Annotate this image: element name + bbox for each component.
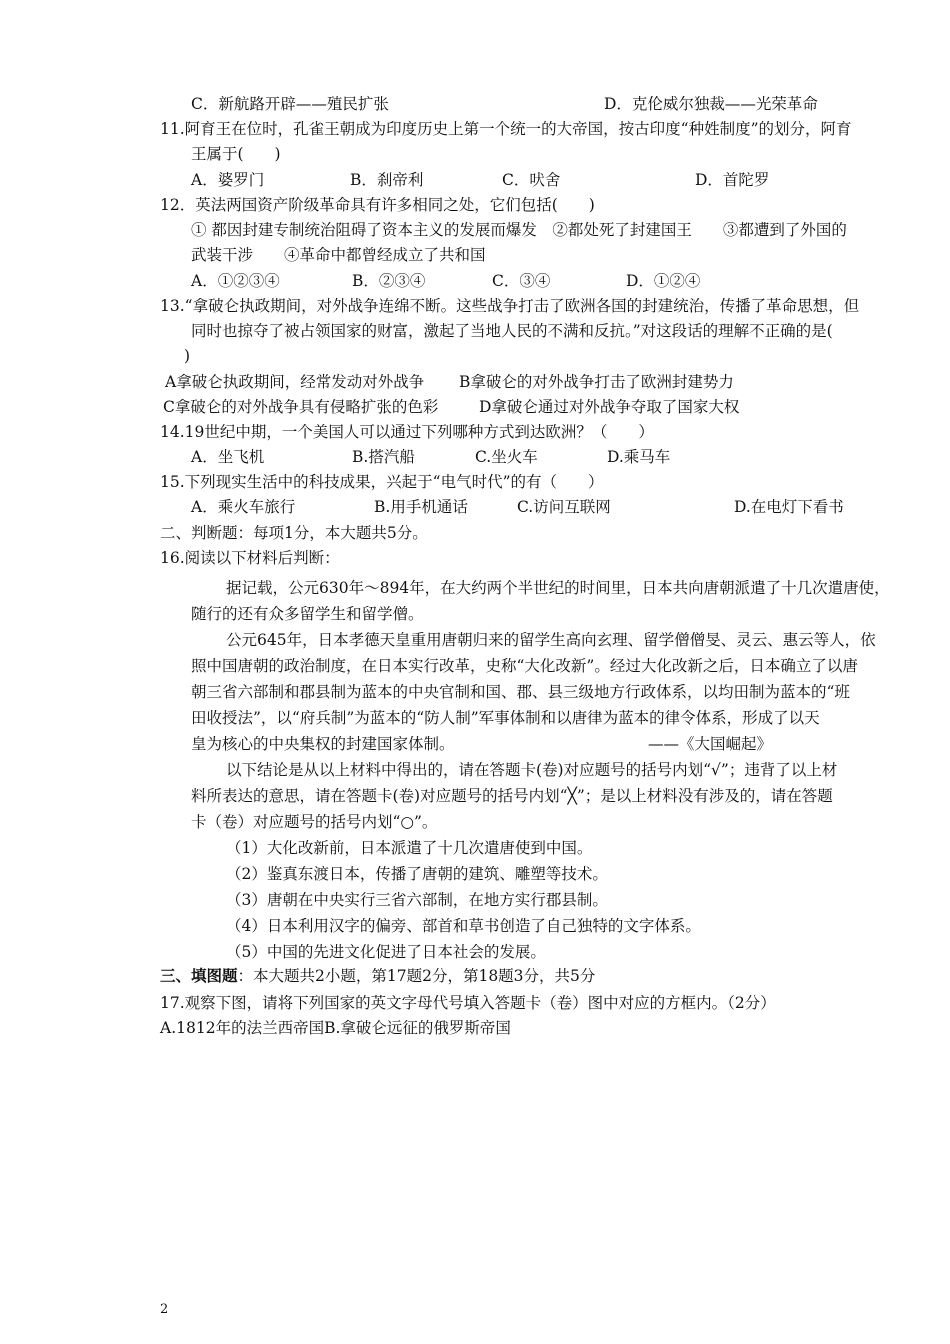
q16-statement-1: （1）大化改新前，日本派遣了十几次遣唐使到中国。 — [226, 839, 593, 857]
q13-option-d: D拿破仑通过对外战争夺取了国家大权 — [479, 398, 740, 416]
page-number: 2 — [160, 1302, 169, 1317]
q13-option-c: C拿破仑的对外战争具有侵略扩张的色彩 — [163, 398, 439, 416]
section3-heading-label: 三、填图题 — [160, 966, 238, 985]
q11-option-c: C．吠舍 — [502, 171, 561, 189]
q10-option-d: D．克伦威尔独裁——光荣革命 — [604, 95, 818, 113]
q16-stem: 16.阅读以下材料后判断： — [160, 549, 340, 567]
q16-statement-3: （3）唐朝在中央实行三省六部制，在地方实行郡县制。 — [226, 891, 608, 909]
section3-heading-detail: ：本大题共2小题，第17题2分，第18题3分，共5分 — [237, 967, 596, 985]
q12-option-a: A．①②③④ — [191, 272, 280, 290]
q15-option-b: B.用手机通话 — [374, 498, 468, 516]
q16-para3-line2: 料所表达的意思，请在答题卡(卷)对应题号的括号内划“╳”；是以上材料没有涉及的，请在答题 — [191, 787, 833, 805]
q15-stem: 15.下列现实生活中的科技成果，兴起于“电气时代”的有（ ） — [160, 473, 604, 491]
q16-para2-line3: 朝三省六部制和郡县制为蓝本的中央官制和国、郡、县三级地方行政体系，以均田制为蓝本的“班 — [191, 683, 850, 701]
q16-para1-line1: 据记载，公元630年～894年，在大约两个半世纪的时间里，日本共向唐朝派遣了十几次遣唐使， — [226, 579, 890, 597]
q10-option-c: C．新航路开辟——殖民扩张 — [191, 95, 389, 113]
q12-option-b: B．②③④ — [352, 272, 426, 290]
q17-stem: 17.观察下图，请将下列国家的英文字母代号填入答题卡（卷）图中对应的方框内。（2分） — [160, 994, 776, 1012]
q13-stem-line3: ) — [184, 347, 191, 365]
q14-stem: 14.19世纪中期，一个美国人可以通过下列哪种方式到达欧洲？（ ） — [160, 423, 654, 441]
q17-options: A.1812年的法兰西帝国B.拿破仑远征的俄罗斯帝国 — [160, 1019, 511, 1037]
q12-stem-line1: 12．英法两国资产阶级革命具有许多相同之处，它们包括( ) — [160, 196, 595, 214]
q12-stem-line2: ① 都因封建专制统治阻碍了资本主义的发展而爆发 ②都处死了封建国王 ③都遭到了外国的 — [191, 221, 847, 239]
q12-option-c: C．③④ — [492, 272, 551, 290]
q14-option-b: B.搭汽船 — [352, 448, 415, 466]
q14-option-a: A．坐飞机 — [191, 448, 265, 466]
q15-option-a: A．乘火车旅行 — [191, 498, 296, 516]
q14-option-c: C.坐火车 — [475, 448, 538, 466]
q14-option-d: D.乘马车 — [607, 448, 671, 466]
q16-para3-line3: 卡（卷）对应题号的括号内划“○”。 — [191, 813, 438, 831]
q16-para1-line2: 随行的还有众多留学生和留学僧。 — [191, 605, 424, 623]
q16-para2-line5: 皇为核心的中央集权的封建国家体制。 — [191, 735, 455, 753]
q12-stem-line3: 武装干涉 ④革命中都曾经成立了共和国 — [191, 246, 486, 264]
q16-para3-line1: 以下结论是从以上材料中得出的，请在答题卡(卷)对应题号的括号内划“√”；违背了以上材 — [226, 761, 838, 779]
q16-para2-line4: 田收授法”，以“府兵制”为蓝本的“防人制”军事体制和以唐律为蓝本的律令体系，形成了以天 — [191, 709, 820, 727]
q16-statement-4: （4）日本利用汉字的偏旁、部首和草书创造了自己独特的文字体系。 — [226, 917, 701, 935]
q11-stem-line2: 王属于( ) — [191, 145, 281, 163]
section2-heading: 二、判断题：每项1分，本大题共5分。 — [160, 524, 428, 542]
q13-option-b: B拿破仑的对外战争打击了欧洲封建势力 — [459, 373, 734, 391]
q11-stem-line1: 11.阿育王在位时，孔雀王朝成为印度历史上第一个统一的大帝国，按古印度“种姓制度”的划分，阿育 — [160, 120, 852, 138]
q13-stem-line2: 同时也掠夺了被占领国家的财富，激起了当地人民的不满和反抗。”对这段话的理解不正确的是( — [191, 322, 833, 340]
q13-option-a: A拿破仑执政期间，经常发动对外战争 — [165, 373, 425, 391]
q11-option-a: A．婆罗门 — [191, 171, 265, 189]
q15-option-c: C.访问互联网 — [517, 498, 611, 516]
q12-option-d: D．①②④ — [626, 272, 701, 290]
q16-statement-5: （5）中国的先进文化促进了日本社会的发展。 — [226, 943, 546, 961]
q13-stem-line1: 13.“拿破仑执政期间，对外战争连绵不断。这些战争打击了欧洲各国的封建统治，传播了革命思想，但 — [160, 297, 860, 315]
q16-para2-line2: 照中国唐朝的政治制度，在日本实行改革，史称“大化改新”。经过大化改新之后，日本确立了以唐 — [191, 657, 858, 675]
q16-para2-line1: 公元645年，日本孝德天皇重用唐朝归来的留学生高向玄理、留学僧僧旻、灵云、惠云等人，依 — [226, 631, 876, 649]
q15-option-d: D.在电灯下看书 — [734, 498, 844, 516]
q11-option-b: B．刹帝利 — [350, 171, 424, 189]
q16-statement-2: （2）鉴真东渡日本，传播了唐朝的建筑、雕塑等技术。 — [226, 865, 608, 883]
q16-source: ——《大国崛起》 — [648, 735, 773, 753]
q11-option-d: D．首陀罗 — [695, 171, 770, 189]
section3-heading — [160, 966, 595, 986]
